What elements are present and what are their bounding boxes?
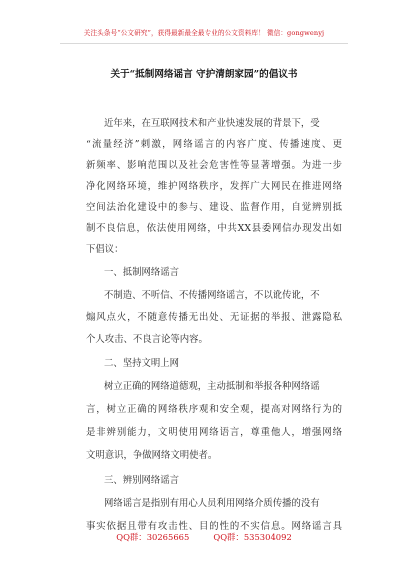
body-line-6: 制不良信息，依法使用网络，中共XX县委网信办现发出如 xyxy=(86,223,342,234)
body-line-14: 文明意识，争做网络文明使者。 xyxy=(86,450,218,461)
body-line-16: 事实依据且带有攻击性、目的性的不实信息。网络谣言具 xyxy=(86,521,342,532)
qq-group-1 xyxy=(116,531,189,543)
body-line-4: 净化网络环境，维护网络秩序，发挥广大网民在推进网络 xyxy=(86,181,342,192)
qq-label-2: QQ群： xyxy=(213,532,244,542)
body-line-5: 空间法治化建设中的参与、建设、监督作用，自觉辨别抵 xyxy=(86,202,342,213)
section-heading-2: 二、坚持文明上网 xyxy=(104,358,180,369)
header-divider xyxy=(60,43,348,44)
body-line-8: 不制造、不听信、不传播网络谣言，不以讹传讹，不 xyxy=(104,290,320,301)
body-line-15: 网络谣言是指别有用心人员利用网络介质传播的没有 xyxy=(104,498,320,509)
body-line-2: “流量经济”刺激，网络谣言的内容广度、传播速度、更 xyxy=(86,139,342,150)
body-line-3: 新频率、影响范围以及社会危害性等显著增强。为进一步 xyxy=(86,160,342,171)
section-heading-3: 三、辨别网络谣言 xyxy=(104,475,180,486)
body-line-11: 树立正确的网络道德观，主动抵制和举报各种网络谣 xyxy=(104,381,320,392)
qq-number-2: 535304092 xyxy=(243,532,292,542)
section-heading-1: 一、抵制网络谣言 xyxy=(104,267,180,278)
body-line-13: 是非辨别能力，文明使用网络语言，尊重他人，增强网络 xyxy=(86,427,342,438)
qq-number-1: 30265665 xyxy=(146,532,190,542)
header-banner: 关注头条号“公文研究”，获得最新最全最专业的公文资料库！ 微信：gongwenyj xyxy=(83,29,325,37)
document-title: 关于“抵制网络谣言 守护清朗家园”的倡议书 xyxy=(110,69,298,80)
body-line-7: 下倡议： xyxy=(86,244,124,255)
qq-label-1: QQ群： xyxy=(116,532,147,542)
body-line-12: 言，树立正确的网络秩序观和安全观，提高对网络行为的 xyxy=(86,404,342,415)
footer-qq-groups xyxy=(0,531,408,543)
body-line-10: 个人攻击、不良言论等内容。 xyxy=(86,334,208,345)
body-line-1: 近年来，在互联网技术和产业快速发展的背景下，受 xyxy=(104,118,320,129)
body-line-9: 煽风点火，不随意传播无出处、无证据的举报、泄露隐私 xyxy=(86,312,342,323)
qq-group-2 xyxy=(213,531,291,543)
